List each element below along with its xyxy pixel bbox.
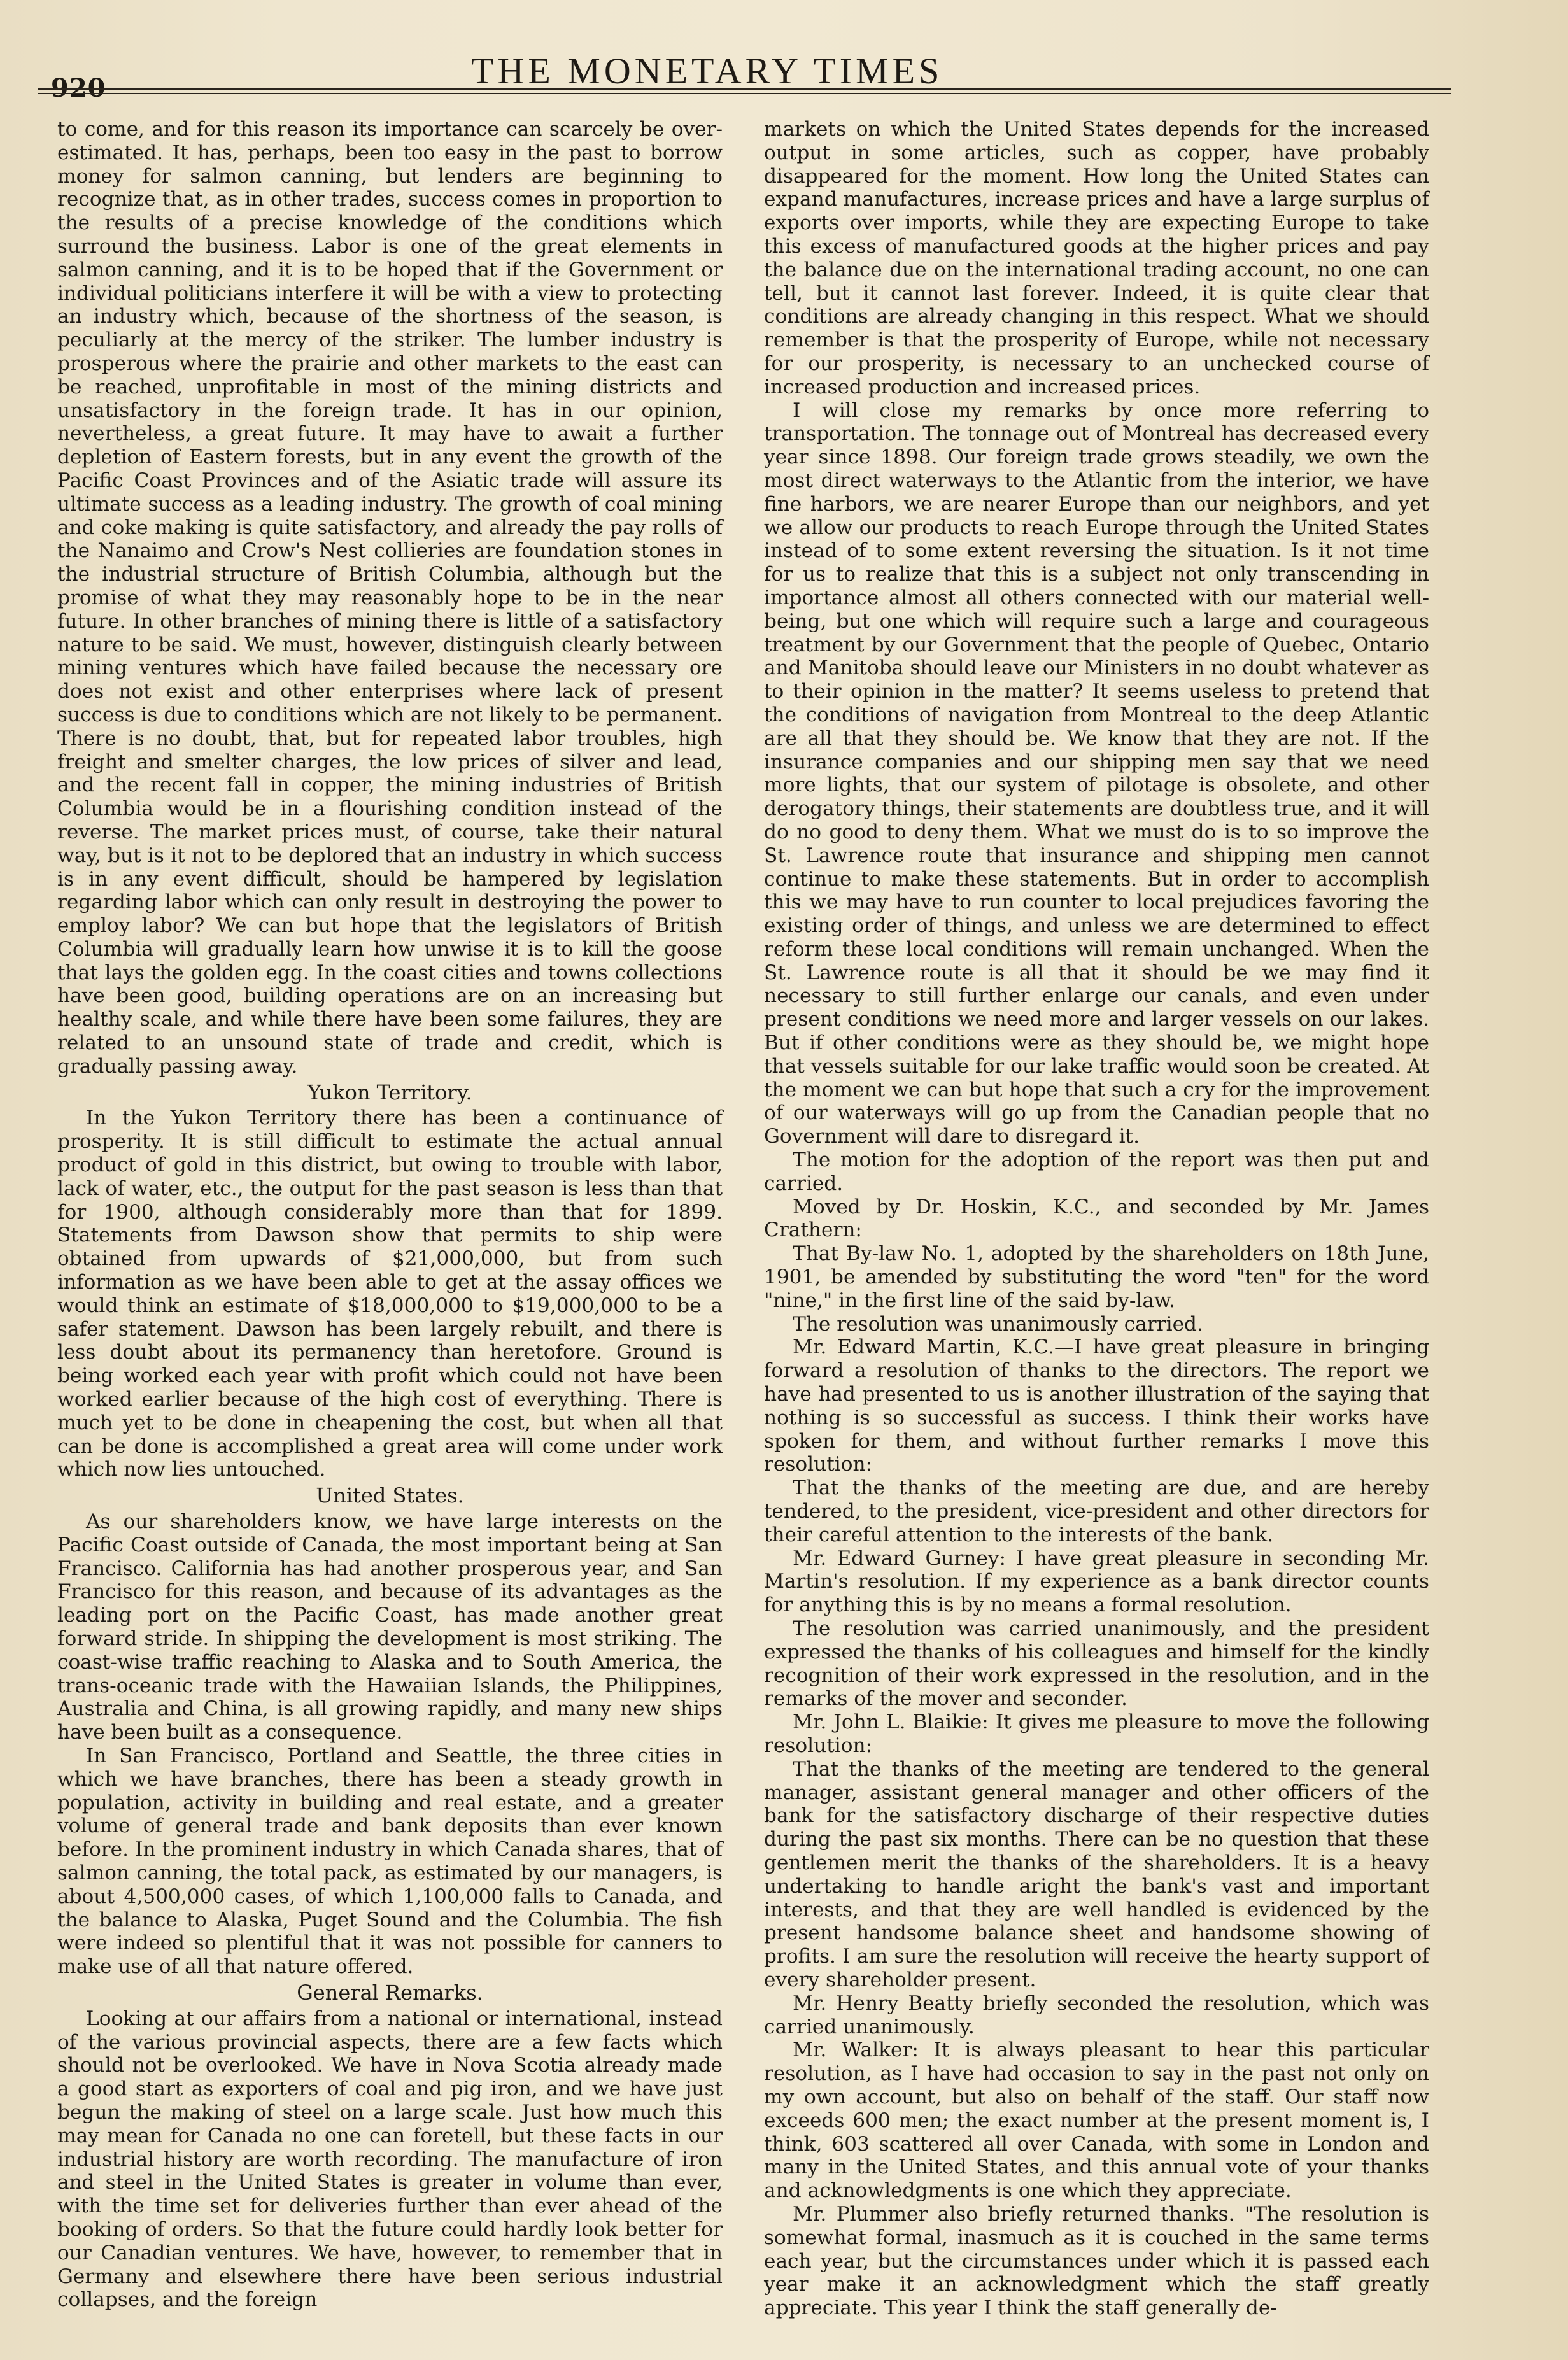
paragraph: That the thanks of the meeting are tendered to the general manager, assistant general manager and other officers of the bank for the satisfactory discharge of their respective duties during the past six months. There can be no question that these gentlemen merit the thanks of the shareholders. It is a heavy undertaking to handle aright the bank's vast and important interests, and that they are well handled is evidenced by the present handsome balance sheet and handsome showing of profits. I am sure the resolution will receive the hearty support of every shareholder present.	[764, 1757, 1429, 1991]
paragraph: I will close my remarks by once more referring to transportation. The tonnage out of Montreal has decreased every year since 1898. Our foreign trade grows steadily, we own the most direct waterways to the Atlantic from the interior, we have fine harbors, we are nearer Europe than our neighbors, and yet we allow our products to reach Europe through the United States instead of to some extent reversing the situation. Is it not time for us to realize that this is a subject not only transcending in importance almost all others connected with our material well-being, but one which will require such a large and courageous treatment by our Government that the people of Quebec, Ontario and Manitoba should leave our Ministers in no doubt whatever as to their opinion in the matter? It seems useless to pretend that the conditions of navigation from Montreal to the deep Atlantic are all that they should be. We know that they are not. If the insurance companies and our shipping men say that we need more lights, that our system of pilotage is obsolete, and other derogatory things, their statements are doubtless true, and it will do no good to deny them. What we must do is to so improve the St. Lawrence route that insurance and shipping men cannot continue to make these statements. But in order to accomplish this we may have to run counter to local prejudices favoring the existing order of things, and unless we are determined to effect reform these local conditions will remain unchanged. When the St. Lawrence route is all that it should be we may find it necessary to still further enlarge our canals, and even under present conditions we need more and larger vessels on our lakes. But if other conditions were as they should be, we might hope that vessels suitable for our lake traffic would soon be created. At the moment we can but hope that such a cry for the improvement of our waterways will go up from the Canadian people that no Government will dare to disregard it.	[764, 399, 1429, 1148]
header-rule-thick	[38, 88, 1451, 90]
paragraph: The motion for the adoption of the report was then put and carried.	[764, 1148, 1429, 1195]
paragraph: Moved by Dr. Hoskin, K.C., and seconded by Mr. James Crathern:	[764, 1195, 1429, 1242]
paragraph: Mr. Walker: It is always pleasant to hear this particular resolution, as I have had occasion to say in the past not only on my own account, but also on behalf of the staff. Our staff now exceeds 600 men; the exact number at the present moment is, I think, 603 scattered all over Canada, with some in London and many in the United States, and this annual vote of your thanks and acknowledgments is one which they appreciate.	[764, 2039, 1429, 2203]
paragraph: In San Francisco, Portland and Seattle, the three cities in which we have branches, there has been a steady growth in population, activity in building and real estate, and a greater volume of general trade and bank deposits than ever known before. In the prominent industry in which Canada shares, that of salmon canning, the total pack, as estimated by our managers, is about 4,500,000 cases, of which 1,100,000 falls to Canada, and the balance to Alaska, Puget Sound and the Columbia. The fish were indeed so plentiful that it was not possible for canners to make use of all that nature offered.	[57, 1744, 723, 1979]
paragraph: That By-law No. 1, adopted by the shareholders on 18th June, 1901, be amended by substituting the word "ten" for the word "nine," in the first line of the said by-law.	[764, 1242, 1429, 1312]
paragraph: Mr. Henry Beatty briefly seconded the resolution, which was carried unanimously.	[764, 1991, 1429, 2039]
paragraph: In the Yukon Territory there has been a continuance of prosperity. It is still difficult to estimate the actual annual product of gold in this district, but owing to trouble with labor, lack of water, etc., the output for the past season is less than that for 1900, although considerably more than that for 1899. Statements from Dawson show that permits to ship were obtained from upwards of $21,000,000, but from such information as we have been able to get at the assay offices we would think an estimate of $18,000,000 to $19,000,000 to be a safer statement. Dawson has been largely rebuilt, and there is less doubt about its permanency than heretofore. Ground is being worked each year with profit which could not have been worked earlier because of the high cost of everything. There is much yet to be done in cheapening the cost, but when all that can be done is accomplished a great area will come under work which now lies untouched.	[57, 1106, 723, 1481]
paragraph: Looking at our affairs from a national or international, instead of the various provincial aspects, there are a few facts which should not be overlooked. We have in Nova Scotia already made a good start as exporters of coal and pig iron, and we have just begun the making of steel on a large scale. Just how much this may mean for Canada no one can foretell, but these facts in our industrial history are worth recording. The manufacture of iron and steel in the United States is greater in volume than ever, with the time set for deliveries further than ever ahead of the booking of orders. So that the future could hardly look better for our Canadian ventures. We have, however, to remember that in Germany and elsewhere there have been serious industrial collapses, and the foreign	[57, 2007, 723, 2312]
right-column	[764, 118, 1429, 2320]
paragraph: That the thanks of the meeting are due, and are hereby tendered, to the president, vice-president and other directors for their careful attention to the interests of the bank.	[764, 1476, 1429, 1546]
header-rule-thin	[38, 93, 1451, 94]
paragraph: Mr. Plummer also briefly returned thanks. "The resolution is somewhat formal, inasmuch as it is couched in the same terms each year, but the circumstances under which it is passed each year make it an acknowledgment which the staff greatly appreciate. This year I think the staff generally de-	[764, 2202, 1429, 2320]
masthead-title: THE MONETARY TIMES	[471, 50, 943, 92]
paragraph: The resolution was carried unanimously, and the president expressed the thanks of his colleagues and himself for the kindly recognition of their work expressed in the resolution, and in the remarks of the mover and seconder.	[764, 1617, 1429, 1711]
paragraph: Mr. Edward Martin, K.C.—I have great pleasure in bringing forward a resolution of thanks to the directors. The report we have had presented to us is another illustration of the saying that nothing is so successful as success. I think their works have spoken for them, and without further remarks I move this resolution:	[764, 1336, 1429, 1476]
section-heading-united-states: United States.	[316, 1483, 464, 1508]
section-heading-general-remarks: General Remarks.	[297, 1980, 483, 2005]
left-column	[57, 118, 723, 2312]
paragraph: Mr. Edward Gurney: I have great pleasure in seconding Mr. Martin's resolution. If my experience as a bank director counts for anything this is by no means a formal resolution.	[764, 1546, 1429, 1617]
section-heading-yukon: Yukon Territory.	[307, 1080, 472, 1105]
page-number: 920	[51, 73, 106, 103]
paragraph: Mr. John L. Blaikie: It gives me pleasure to move the following resolution:	[764, 1711, 1429, 1757]
paragraph: to come, and for this reason its importance can scarcely be over-estimated. It has, perhaps, been too easy in the past to borrow money for salmon canning, but lenders are beginning to recognize that, as in other trades, success comes in proportion to the results of a precise knowledge of the conditions which surround the business. Labor is one of the great elements in salmon canning, and it is to be hoped that if the Government or individual politicians interfere it will be with a view to protecting an industry which, because of the shortness of the season, is peculiarly at the mercy of the striker. The lumber industry is prosperous where the prairie and other markets to the east can be reached, unprofitable in most of the mining districts and unsatisfactory in the foreign trade. It has in our opinion, nevertheless, a great future. It may have to await a further depletion of Eastern forests, but in any event the growth of the Pacific Coast Provinces and of the Asiatic trade will assure its ultimate success as a leading industry. The growth of coal mining and coke making is quite satisfactory, and already the pay rolls of the Nanaimo and Crow's Nest collieries are foundation stones in the industrial structure of British Columbia, although but the promise of what they may reasonably hope to be in the near future. In other branches of mining there is little of a satisfactory nature to be said. We must, however, distinguish clearly between mining ventures which have failed because the necessary ore does not exist and other enterprises where lack of present success is due to conditions which are not likely to be permanent. There is no doubt, that, but for repeated labor troubles, high freight and smelter charges, the low prices of silver and lead, and the recent fall in copper, the mining industries of British Columbia would be in a flourishing condition instead of the reverse. The market prices must, of course, take their natural way, but is it not to be deplored that an industry in which success is in any event difficult, should be hampered by legislation regarding labor which can only result in destroying the power to employ labor? We can but hope that the legislators of British Columbia will gradually learn how unwise it is to kill the goose that lays the golden egg. In the coast cities and towns collections have been good, building operations are on an increasing but healthy scale, and while there have been some failures, they are related to an unsound state of trade and credit, which is gradually passing away.	[57, 118, 723, 1078]
paragraph: The resolution was unanimously carried.	[793, 1312, 1203, 1336]
paragraph: As our shareholders know, we have large interests on the Pacific Coast outside of Canada, the most important being at San Francisco. California has had another prosperous year, and San Francisco for this reason, and because of its advantages as the leading port on the Pacific Coast, has made another great forward stride. In shipping the development is most striking. The coast-wise traffic reaching to Alaska and to South America, the trans-oceanic trade with the Hawaiian Islands, the Philippines, Australia and China, is all growing rapidly, and many new ships have been built as a consequence.	[57, 1510, 723, 1744]
paragraph: markets on which the United States depends for the increased output in some articles, such as copper, have probably disappeared for the moment. How long the United States can expand manufactures, increase prices and have a large surplus of exports over imports, while they are expecting Europe to take this excess of manufactured goods at the higher prices and pay the balance due on the international trading account, no one can tell, but it cannot last forever. Indeed, it is quite clear that conditions are already changing in this respect. What we should remember is that the prosperity of Europe, while not necessary for our prosperity, is necessary to an unchecked course of increased production and increased prices.	[764, 118, 1429, 399]
